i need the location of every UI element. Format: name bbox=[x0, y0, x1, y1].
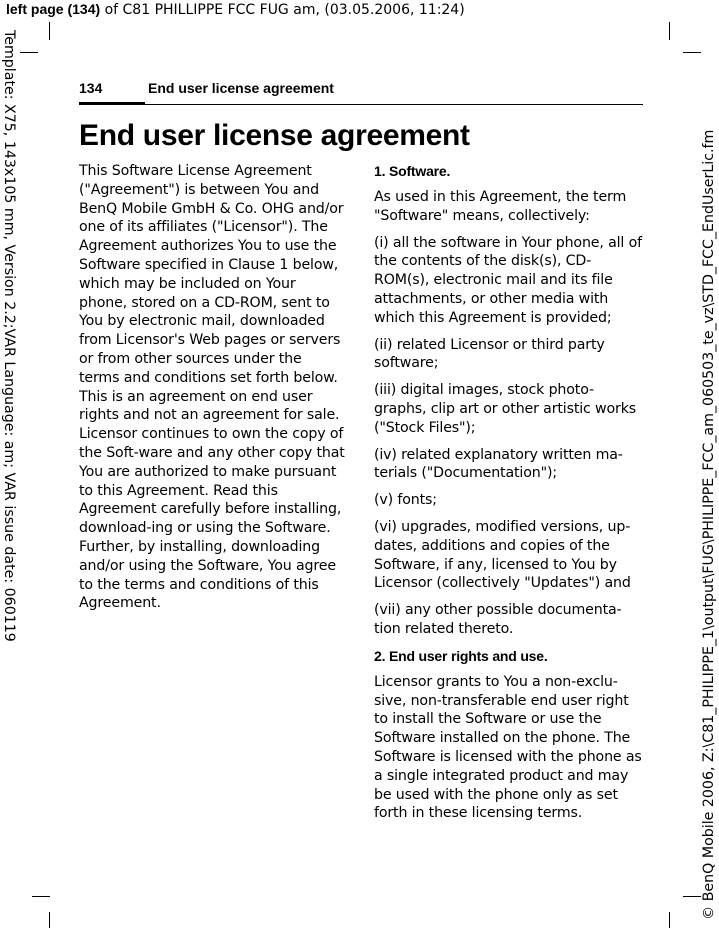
crop-mark-br-v bbox=[669, 912, 670, 928]
crop-mark-tr-v bbox=[669, 22, 670, 40]
section-1-heading: 1. Software. bbox=[374, 163, 451, 179]
intro-paragraph: This Software License Agreement ("Agreement") is between You and BenQ Mobile GmbH & Co. OHG and/or one of its affiliates ("Licensor"). The Agreement authorizes You to use the Software specified in Clause 1 below, which may be included on Your phone, stored on a CD-ROM, sent to You by electronic mail, downloaded from Licensor's Web pages or servers or from other sources under the terms and conditions set forth below. This is an agreement on end user rights and not an agreement for sale. Licensor continues to own the copy of the Soft-ware and any other copy that You are authorized to make pursuant to this Agreement. Read this Agreement carefully before installing, download-ing or using the Software. Further, by installing, downloading and/or using the Software, You agree to the terms and conditions of this Agreement. bbox=[79, 163, 345, 612]
right-margin-text: © BenQ Mobile 2006, Z:\C81_PHILIPPE_1\output\FUG\PHILIPPE_FCC_am_060503_te_vz\STD_FCC_EndUserLic.fm bbox=[701, 129, 717, 920]
list-item: (iii) digital images, stock photo-graphs, clip art or other artistic works ("Stock Files"); bbox=[374, 382, 637, 436]
list-item: (ii) related Licensor or third party software; bbox=[374, 336, 605, 372]
list-item: (vi) upgrades, modified versions, up-dates, additions and copies of the Software, if any, licensed to You by Licensor (collectively "Updates") and bbox=[374, 518, 631, 592]
running-header-title: End user license agreement bbox=[148, 80, 334, 96]
list-item: (i) all the software in Your phone, all of the contents of the disk(s), CD-ROM(s), electronic mail and its file attachments, or other media with which this Agreement is provided; bbox=[374, 234, 642, 326]
left-column bbox=[79, 162, 346, 613]
left-margin-text: Template: X75, 143x105 mm, Version 2.2;VAR Language: am; VAR issue date: 060119 bbox=[1, 30, 17, 642]
crop-mark-bl-v bbox=[49, 912, 50, 928]
right-column bbox=[374, 162, 646, 831]
crop-mark-tl-h bbox=[20, 52, 38, 53]
print-doc-info: of C81 PHILLIPPE FCC FUG am, (03.05.2006, 11:24) bbox=[100, 2, 465, 18]
crop-mark-tl-v bbox=[49, 22, 50, 40]
header-rule bbox=[79, 104, 643, 105]
section-2-heading: 2. End user rights and use. bbox=[374, 647, 548, 664]
list-item: (v) fonts; bbox=[374, 492, 437, 509]
list-item: (iv) related explanatory written ma-terials ("Documentation"); bbox=[374, 446, 623, 482]
print-page-label: left page (134) bbox=[6, 1, 101, 17]
left-margin-template-info bbox=[0, 30, 18, 680]
print-job-header bbox=[6, 0, 465, 19]
crop-mark-br-h bbox=[683, 896, 701, 897]
crop-mark-tr-h bbox=[683, 52, 701, 53]
section-2-paragraph: Licensor grants to You a non-exclu-sive, non-transferable end user right to install the Software or use the Software installed on the phone. The Software is licensed with the phone as a single integrated product and may be used with the phone only as set forth in these licensing terms. bbox=[374, 673, 642, 822]
section-1-intro: As used in this Agreement, the term "Software" means, collectively: bbox=[374, 189, 627, 224]
list-item: (vii) any other possible documenta-tion related thereto. bbox=[374, 602, 622, 637]
page-number: 134 bbox=[79, 80, 103, 96]
right-margin-copyright bbox=[700, 110, 718, 920]
crop-mark-bl-h bbox=[32, 896, 50, 897]
page-title: End user license agreement bbox=[79, 119, 470, 152]
